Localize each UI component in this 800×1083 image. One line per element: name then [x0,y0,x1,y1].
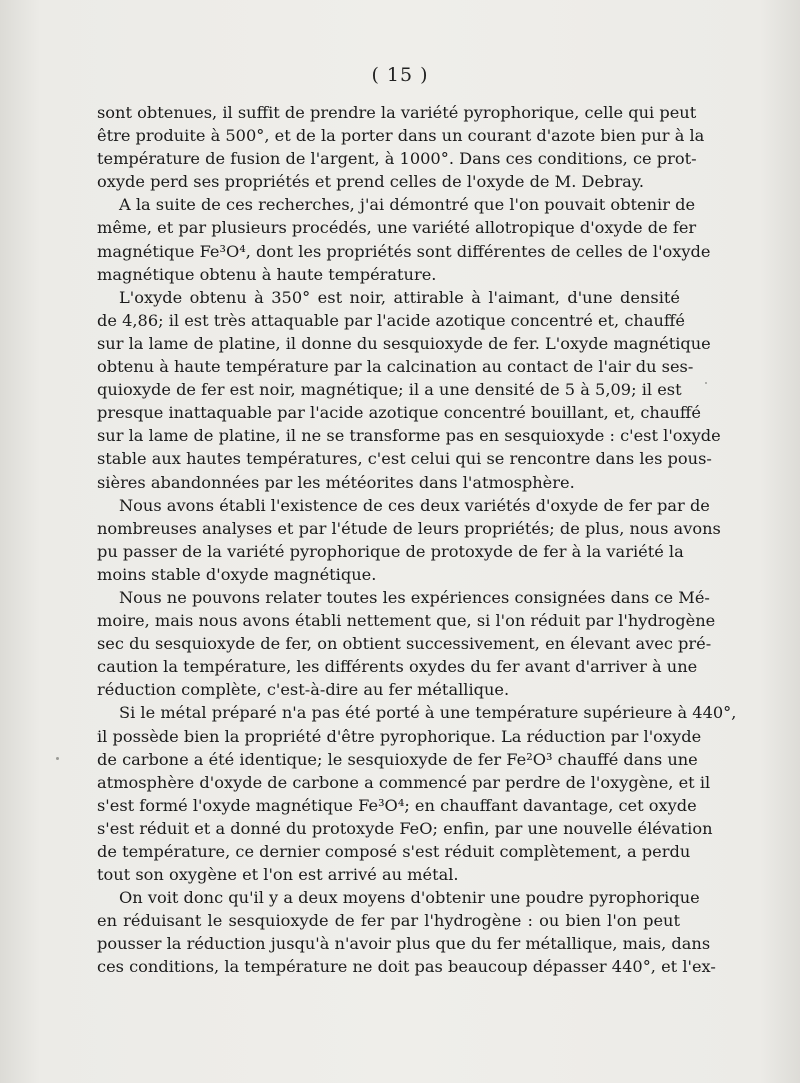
text-line: caution la température, les différents oxydes du fer avant d'arriver à une [97,657,698,677]
paragraph [97,193,711,285]
text-line: pu passer de la variété pyrophorique de protoxyde de fer à la variété la [97,541,684,561]
text-line: Si le métal préparé n'a pas été porté à une température supérieure à 440°, [119,703,737,723]
text-line: oxyde perd ses propriétés et prend celles de l'oxyde de M. Debray. [97,172,644,192]
text-line: tout son oxygène et l'on est arrivé au métal. [97,865,459,885]
text-line: atmosphère d'oxyde de carbone a commencé par perdre de l'oxygène, et il [97,772,711,792]
text-line: être produite à 500°, et de la porter dans un courant d'azote bien pur à la [97,126,705,146]
text-line: sières abandonnées par les météorites dans l'atmosphère. [97,472,575,492]
paper-speck [56,757,59,760]
page-number: ( 15 ) [371,64,429,86]
body-text [97,101,737,979]
text-line: pousser la réduction jusqu'à n'avoir plus que du fer métallique, mais, dans [97,934,711,954]
paragraph [97,286,721,494]
paragraph [97,101,705,193]
text-line: quioxyde de fer est noir, magnétique; il a une densité de 5 à 5,09; il est [97,380,682,400]
text-line: A la suite de ces recherches, j'ai démontré que l'on pouvait obtenir de [119,195,696,215]
text-line: sur la lame de platine, il ne se transforme pas en sesquioxyde : c'est l'oxyde [97,426,721,446]
text-line: Nous avons établi l'existence de ces deux variétés d'oxyde de fer par de [119,495,710,515]
text-line: s'est formé l'oxyde magnétique Fe³O⁴; en chauffant davantage, cet oxyde [97,795,697,815]
paper-speck [705,382,707,384]
text-line: s'est réduit et a donné du protoxyde FeO; enfin, par une nouvelle élévation [97,818,713,838]
text-line: ces conditions, la température ne doit pas beaucoup dépasser 440°, et l'ex- [97,957,716,977]
paragraph [97,586,716,701]
paragraph [97,494,721,586]
text-line: réduction complète, c'est-à-dire au fer métallique. [97,680,510,700]
text-line: température de fusion de l'argent, à 1000°. Dans ces conditions, ce prot- [97,149,697,169]
text-line: en réduisant le sesquioxyde de fer par l'hydrogène : ou bien l'on peut [97,911,680,931]
text-line: Nous ne pouvons relater toutes les expériences consignées dans ce Mé- [119,587,710,607]
text-line: sur la lame de platine, il donne du sesquioxyde de fer. L'oxyde magnétique [97,333,711,353]
paragraph [97,701,737,886]
paragraph [97,886,716,978]
text-line: de 4,86; il est très attaquable par l'acide azotique concentré et, chauffé [97,310,685,330]
text-line: il possède bien la propriété d'être pyrophorique. La réduction par l'oxyde [97,726,702,746]
text-line: On voit donc qu'il y a deux moyens d'obtenir une poudre pyrophorique [119,888,700,908]
text-line: magnétique obtenu à haute température. [97,264,437,284]
text-line: sont obtenues, il suffit de prendre la variété pyrophorique, celle qui peut [97,103,697,122]
text-line: stable aux hautes températures, c'est celui qui se rencontre dans les pous- [97,449,712,469]
text-line: de carbone a été identique; le sesquioxyde de fer Fe²O³ chauffé dans une [97,749,698,769]
text-line: L'oxyde obtenu à 350° est noir, attirable à l'aimant, d'une densité [119,287,680,307]
text-line: même, et par plusieurs procédés, une variété allotropique d'oxyde de fer [97,218,697,238]
text-line: sec du sesquioxyde de fer, on obtient successivement, en élevant avec pré- [97,634,712,654]
text-line: moire, mais nous avons établi nettement que, si l'on réduit par l'hydrogène [97,611,716,631]
text-line: moins stable d'oxyde magnétique. [97,564,377,584]
text-line: nombreuses analyses et par l'étude de leurs propriétés; de plus, nous avons [97,518,721,538]
text-line: presque inattaquable par l'acide azotique concentré bouillant, et, chauffé [97,403,701,423]
text-line: de température, ce dernier composé s'est réduit complètement, a perdu [97,842,691,861]
text-line: obtenu à haute température par la calcination au contact de l'air du ses- [97,357,694,377]
text-line: magnétique Fe³O⁴, dont les propriétés sont différentes de celles de l'oxyde [97,241,711,261]
